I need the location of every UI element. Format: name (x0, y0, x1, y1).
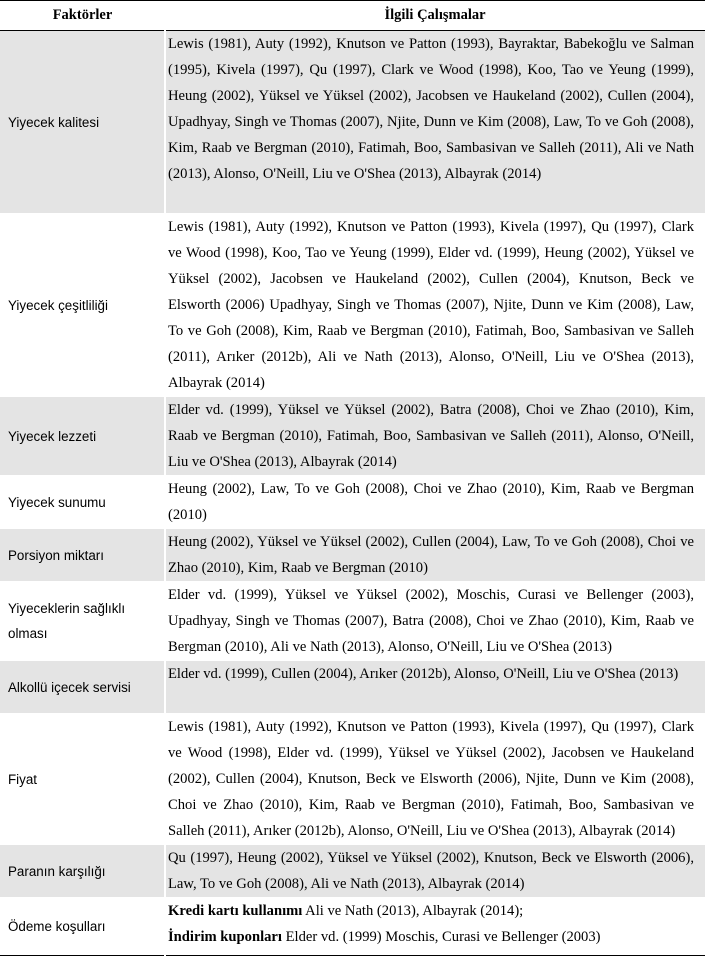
table-row (0, 214, 705, 397)
studies-cell: Heung (2002), Yüksel ve Yüksel (2002), Cullen (2004), Law, To ve Goh (2008), Choi ve Zhao (2010), Kim, Raab ve Bergman (2010) (165, 529, 705, 582)
credit-card-refs: Ali ve Nath (2013), Albayrak (2014); (302, 903, 524, 919)
studies-cell: Heung (2002), Law, To ve Goh (2008), Choi ve Zhao (2010), Kim, Raab ve Bergman (2010) (165, 476, 705, 529)
factor-cell: Alkollü içecek servisi (0, 661, 165, 714)
studies-cell: Lewis (1981), Auty (1992), Knutson ve Patton (1993), Kivela (1997), Qu (1997), Clark ve Wood (1998), Elder vd. (1999), Yüksel ve Yüksel (2002), Jacobsen ve Haukeland (2002), Cullen (2004), Knutson, Beck ve Elsworth (2006), Njite, Dunn ve Kim (2008), Choi ve Zhao (2010), Kim, Raab ve Bergman (2010), Fatimah, Boo, Sambasivan ve Salleh (2011), Arıker (2012b), Alonso, O'Neill, Liu ve O'Shea (2013), Albayrak (2014) (165, 714, 705, 845)
studies-cell (165, 898, 705, 956)
coupon-refs: Elder vd. (1999) Moschis, Curasi ve Bellenger (2003) (281, 929, 601, 945)
table-row (0, 845, 705, 898)
studies-cell: Elder vd. (1999), Yüksel ve Yüksel (2002), Moschis, Curasi ve Bellenger (2003), Upadhyay, Singh ve Thomas (2007), Batra (2008), Choi ve Zhao (2010), Kim, Raab ve Bergman (2010), Ali ve Nath (2013), Alonso, O'Neill, Liu ve O'Shea (2013) (165, 582, 705, 661)
header-factors: Faktörler (0, 1, 165, 31)
studies-cell: Elder vd. (1999), Yüksel ve Yüksel (2002), Batra (2008), Choi ve Zhao (2010), Kim, Raab ve Bergman (2010), Fatimah, Boo, Sambasivan ve Salleh (2011), Alonso, O'Neill, Liu ve O'Shea (2013), Albayrak (2014) (165, 397, 705, 476)
factor-cell: Porsiyon miktarı (0, 529, 165, 582)
table-header-row (0, 1, 705, 31)
table-row (0, 714, 705, 845)
payment-line-coupons (168, 924, 694, 950)
factor-cell: Yiyecek sunumu (0, 476, 165, 529)
header-related-studies: İlgili Çalışmalar (165, 1, 705, 31)
factor-cell: Yiyecek lezzeti (0, 397, 165, 476)
factor-cell: Yiyecek kalitesi (0, 31, 165, 214)
table-row (0, 898, 705, 956)
studies-cell: Qu (1997), Heung (2002), Yüksel ve Yüksel (2002), Knutson, Beck ve Elsworth (2006), Law, To ve Goh (2008), Ali ve Nath (2013), Albayrak (2014) (165, 845, 705, 898)
studies-cell: Lewis (1981), Auty (1992), Knutson ve Patton (1993), Kivela (1997), Qu (1997), Clark ve Wood (1998), Koo, Tao ve Yeung (1999), Elder vd. (1999), Heung (2002), Yüksel ve Yüksel (2002), Jacobsen ve Haukeland (2002), Cullen (2004), Knutson, Beck ve Elsworth (2006) Upadhyay, Singh ve Thomas (2007), Njite, Dunn ve Kim (2008), Law, To ve Goh (2008), Kim, Raab ve Bergman (2010), Fatimah, Boo, Sambasivan ve Salleh (2011), Arıker (2012b), Ali ve Nath (2013), Alonso, O'Neill, Liu ve O'Shea (2013), Albayrak (2014) (165, 214, 705, 397)
coupon-term: İndirim kuponları (168, 929, 282, 945)
factor-cell: Yiyecek çeşitliliği (0, 214, 165, 397)
studies-cell: Elder vd. (1999), Cullen (2004), Arıker (2012b), Alonso, O'Neill, Liu ve O'Shea (2013) (165, 661, 705, 714)
table-row (0, 31, 705, 214)
factor-cell: Paranın karşılığı (0, 845, 165, 898)
credit-card-term: Kredi kartı kullanımı (168, 903, 303, 919)
studies-cell: Lewis (1981), Auty (1992), Knutson ve Patton (1993), Bayraktar, Babekoğlu ve Salman (1995), Kivela (1997), Qu (1997), Clark ve Wood (1998), Koo, Tao ve Yeung (1999), Heung (2002), Yüksel ve Yüksel (2002), Jacobsen ve Haukeland (2002), Cullen (2004), Upadhyay, Singh ve Thomas (2007), Njite, Dunn ve Kim (2008), Law, To ve Goh (2008), Kim, Raab ve Bergman (2010), Fatimah, Boo, Sambasivan ve Salleh (2011), Ali ve Nath (2013), Alonso, O'Neill, Liu ve O'Shea (2013), Albayrak (2014) (165, 31, 705, 214)
table-row (0, 529, 705, 582)
factor-cell: Ödeme koşulları (0, 898, 165, 956)
table-row (0, 582, 705, 661)
table-row (0, 397, 705, 476)
table-row (0, 661, 705, 714)
payment-line-credit-card (168, 898, 694, 924)
factor-cell: Yiyeceklerin sağlıklı olması (0, 582, 165, 661)
table-row (0, 476, 705, 529)
factor-cell: Fiyat (0, 714, 165, 845)
